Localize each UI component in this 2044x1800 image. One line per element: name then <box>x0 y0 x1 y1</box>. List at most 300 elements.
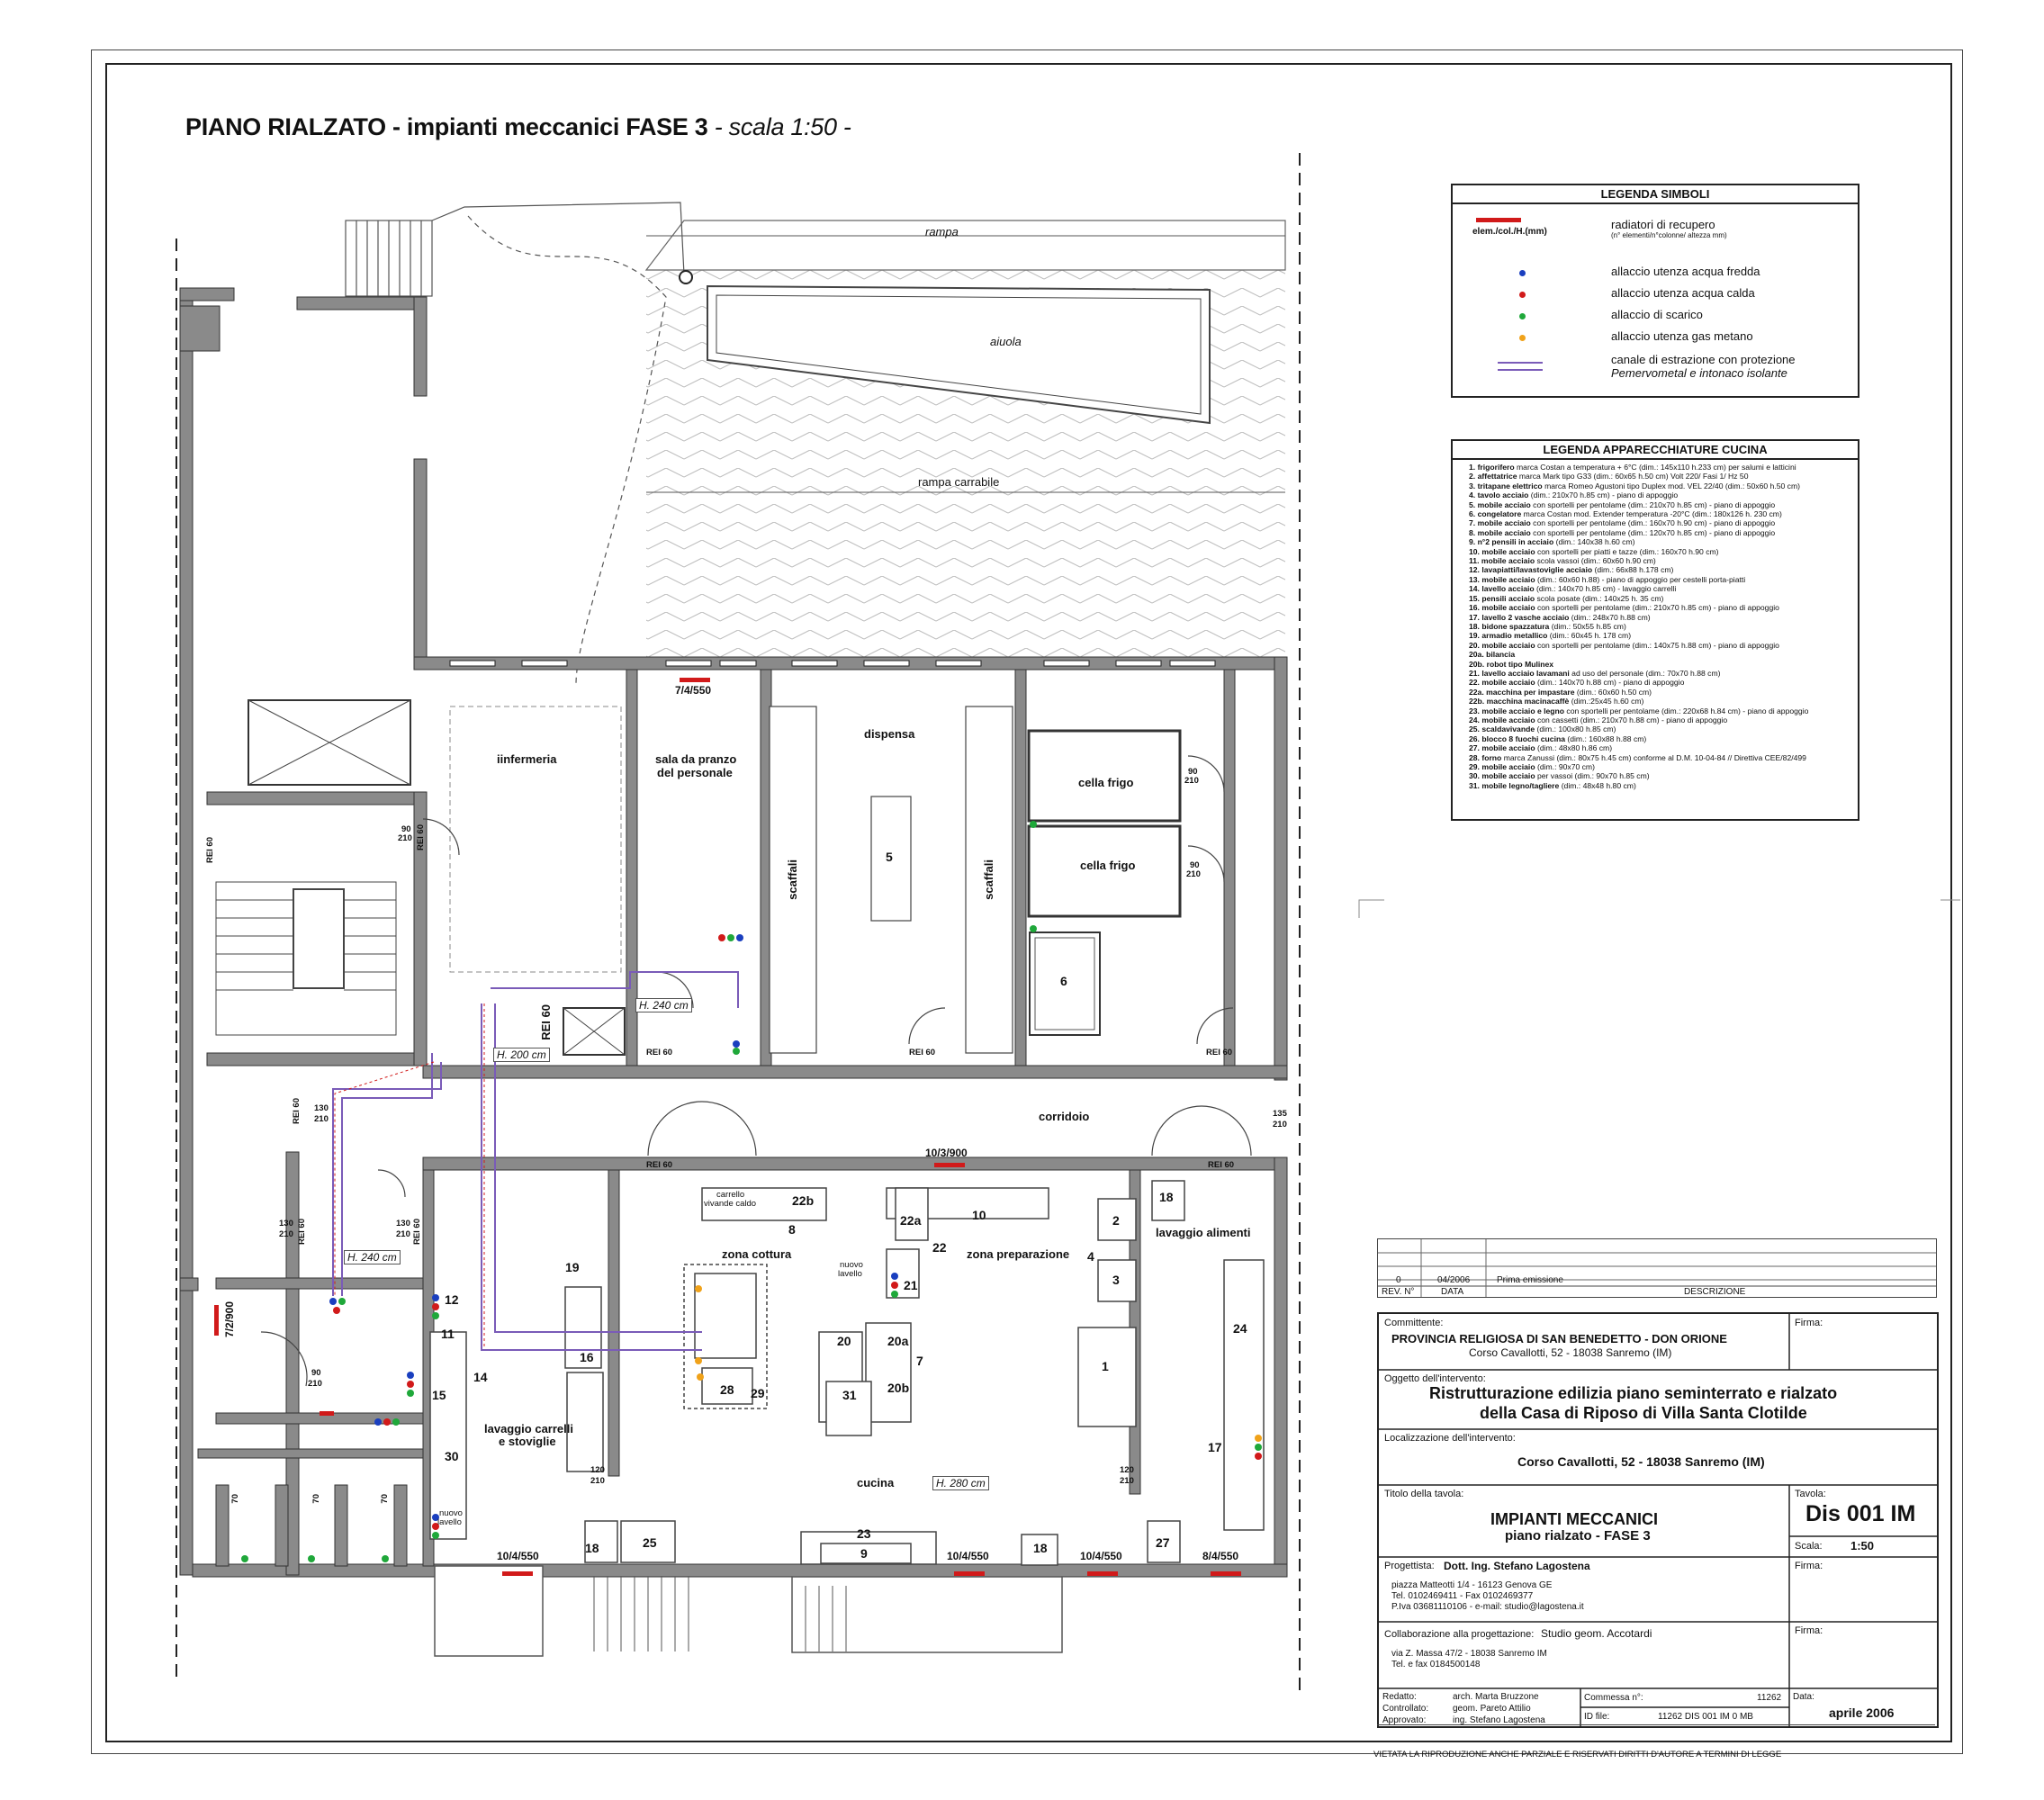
equip-25: 25 <box>643 1535 657 1550</box>
door-dim: 210 <box>1120 1476 1134 1486</box>
legend-radiator-sub: (n° elementi/n°colonne/ altezza mm) <box>1611 231 1727 239</box>
label-cella-frigo-1: cella frigo <box>1078 776 1134 789</box>
controllato: geom. Pareto Attilio <box>1453 1704 1531 1714</box>
legend-kitchen-item <box>1469 547 1808 556</box>
door-dim: 210 <box>590 1476 605 1486</box>
legend-kitchen-item <box>1469 678 1808 687</box>
legend-kitchen-item <box>1469 743 1808 752</box>
legend-kitchen-item <box>1469 518 1808 527</box>
legend-kitchen-item <box>1469 660 1808 669</box>
idfile: 11262 DIS 001 IM 0 MB <box>1658 1712 1753 1722</box>
legend-kitchen-item-desc: (dim.: 90x70 cm) <box>1535 762 1595 771</box>
controllato-label: Controllato: <box>1382 1704 1429 1714</box>
legend-kitchen-item-name: bilancia <box>1486 650 1516 660</box>
equip-22: 22 <box>932 1240 947 1255</box>
legend-kitchen-item-desc: con sportelli per pentolame (dim.: 140x75 h.88 cm) - piano di appoggio <box>1535 640 1779 650</box>
door-dim: 210 <box>398 833 412 843</box>
legend-kitchen-item-name: bidone spazzatura <box>1481 621 1550 631</box>
door-dim: 90 <box>401 824 411 834</box>
approvato-label: Approvato: <box>1382 1715 1427 1725</box>
legend-kitchen-item-desc: (dim.: 160x88 h.88 cm) <box>1564 734 1647 743</box>
legend-kitchen-item <box>1469 575 1808 584</box>
equip-20: 20 <box>837 1334 851 1348</box>
approvato: ing. Stefano Lagostena <box>1453 1715 1545 1725</box>
legend-kitchen-item-number: 20. <box>1469 640 1482 650</box>
legend-kitchen-item-name: lavapiatti/lavastoviglie acciaio <box>1481 565 1593 575</box>
legend-kitchen-item-desc: (dim.: 60x60 h.88) - piano di appoggio per cestelli porta-piatti <box>1535 574 1746 584</box>
legend-kitchen-item-name: mobile acciaio <box>1481 574 1535 584</box>
label-cella-frigo-2: cella frigo <box>1080 859 1136 872</box>
legend-kitchen-item-number: 26. <box>1469 734 1482 743</box>
localizzazione: Corso Cavallotti, 52 - 18038 Sanremo (IM) <box>1517 1454 1765 1469</box>
legend-kitchen-item-desc: marca Mark tipo G33 (dim.: 60x65 h.50 cm) Volt 220/ Fasi 1/ Hz 50 <box>1517 472 1749 482</box>
legend-kitchen-item <box>1469 565 1808 574</box>
progettista: Dott. Ing. Stefano Lagostena <box>1444 1560 1590 1572</box>
legend-kitchen-item-name: mobile acciaio <box>1481 640 1535 650</box>
committente-address: Corso Cavallotti, 52 - 18038 Sanremo (IM) <box>1469 1346 1672 1359</box>
rev-h-desc: DESCRIZIONE <box>1684 1287 1746 1297</box>
drawing-title: PIANO RIALZATO - impianti meccanici FASE 3 - scala 1:50 - <box>185 113 851 140</box>
equip-15: 15 <box>432 1388 446 1402</box>
legend-kitchen-item <box>1469 584 1808 593</box>
equip-14: 14 <box>473 1370 488 1384</box>
legend-kitchen-item-number: 20a. <box>1469 650 1487 660</box>
label-lavaggio-alimenti: lavaggio alimenti <box>1156 1226 1251 1239</box>
equip-17: 17 <box>1208 1440 1222 1454</box>
oggetto-label: Oggetto dell'intervento: <box>1384 1373 1486 1384</box>
rev-date: 04/2006 <box>1437 1275 1471 1285</box>
legend-kitchen-item-desc: (dim.: 48x48 h.80 cm) <box>1559 780 1636 790</box>
equip-20a: 20a <box>887 1334 909 1348</box>
legend-kitchen-item-desc: con cassetti (dim.: 210x70 h.88 cm) - piano di appoggio <box>1535 715 1728 724</box>
revision-table <box>1377 1238 1937 1298</box>
legend-kitchen-item-number: 14. <box>1469 584 1482 594</box>
legend-kitchen-item <box>1469 463 1808 472</box>
legend-drain: allaccio di scarico <box>1611 308 1703 321</box>
legend-kitchen-item <box>1469 669 1808 678</box>
legend-kitchen-item-name: tavolo acciaio <box>1477 490 1529 500</box>
legend-kitchen-item-desc: (dim.: 248x70 h.88 cm) <box>1569 612 1651 622</box>
legend-kitchen-item-name: lavello 2 vasche acciaio <box>1481 612 1570 622</box>
legend-kitchen-item-name: mobile acciaio e legno <box>1481 706 1565 716</box>
legend-kitchen-item-name: robot tipo Mulinex <box>1486 659 1554 669</box>
rei-label: REI 60 <box>909 1048 936 1058</box>
legend-radiator: radiatori di recupero <box>1611 218 1715 231</box>
label-sala-pranzo-2: del personale <box>657 766 733 779</box>
legend-kitchen-item <box>1469 500 1808 509</box>
legend-kitchen-item-number: 10. <box>1469 546 1482 556</box>
legend-kitchen-item <box>1469 613 1808 622</box>
idfile-label: ID file: <box>1584 1712 1610 1722</box>
rev-number: 0 <box>1396 1275 1401 1285</box>
rei-label: REI 60 <box>412 1219 422 1246</box>
legend-kitchen-item-number: 29. <box>1469 762 1482 771</box>
legend-kitchen-item-number: 23. <box>1469 706 1482 716</box>
door-dim: 120 <box>590 1465 605 1475</box>
legend-kitchen-item-desc: con sportelli per piatti e tazze (dim.: 160x70 h.90 cm) <box>1535 546 1719 556</box>
door-dim: 130 <box>279 1219 293 1228</box>
label-lavello-2: lavello <box>437 1517 462 1527</box>
equip-1: 1 <box>1102 1359 1109 1373</box>
door-dim: 70 <box>380 1494 390 1504</box>
equip-16: 16 <box>580 1350 594 1364</box>
legend-kitchen-item-number: 1. <box>1469 463 1478 472</box>
equip-18b: 18 <box>1033 1541 1048 1555</box>
radiator-label: 10/4/550 <box>1080 1550 1122 1562</box>
legend-kitchen-item-number: 7. <box>1469 518 1478 528</box>
legend-kitchen-item <box>1469 556 1808 565</box>
legend-kitchen-item-number: 22. <box>1469 678 1482 688</box>
legend-kitchen-item-desc: scola posate (dim.: 140x25 h. 35 cm) <box>1535 593 1664 603</box>
scala: 1:50 <box>1850 1539 1875 1552</box>
data: aprile 2006 <box>1829 1706 1895 1720</box>
firma-label-2: Firma: <box>1795 1561 1823 1571</box>
rei-label: REI 60 <box>292 1098 302 1125</box>
collaborazione-phone: Tel. e fax 0184500148 <box>1391 1660 1481 1670</box>
label-nuovo-1: nuovo <box>840 1260 863 1270</box>
equip-20b: 20b <box>887 1381 910 1395</box>
legend-kitchen-item <box>1469 771 1808 780</box>
hot-water-dot <box>1519 292 1526 298</box>
legend-kitchen-item-desc: ad uso del personale (dim.: 70x70 h.88 cm) <box>1569 668 1721 678</box>
titolo-line2: piano rialzato - FASE 3 <box>1505 1528 1651 1544</box>
legend-kitchen-item-desc: con sportelli per pentolame (dim.: 220x68 h.84 cm) - piano di appoggio <box>1564 706 1809 716</box>
legend-kitchen-item <box>1469 631 1808 640</box>
equip-22b: 22b <box>792 1193 815 1208</box>
tavola-number: Dis 001 IM <box>1805 1501 1916 1526</box>
legend-kitchen-item-number: 8. <box>1469 527 1478 537</box>
rev-h-date: DATA <box>1441 1287 1464 1297</box>
legend-kitchen-item-desc: (dim.: 140x38 h.60 cm) <box>1553 537 1635 547</box>
legend-kitchen-item-desc: (dim.:25x45 h.60 cm) <box>1569 697 1644 706</box>
equip-23: 23 <box>857 1526 871 1541</box>
legend-hot-water: allaccio utenza acqua calda <box>1611 286 1755 300</box>
legend-kitchen-item-number: 30. <box>1469 771 1482 781</box>
legend-kitchen-item-name: frigorifero <box>1477 463 1515 472</box>
legend-kitchen-header: LEGENDA APPARECCHIATURE CUCINA <box>1453 441 1858 460</box>
legend-kitchen-item-desc: (dim.: 66x88 h.178 cm) <box>1592 565 1674 575</box>
legend-kitchen-item-name: lavello acciaio <box>1481 584 1535 594</box>
equip-18: 18 <box>1159 1190 1174 1204</box>
equip-9: 9 <box>860 1546 868 1561</box>
radiator-label: 10/4/550 <box>497 1550 539 1562</box>
equip-19: 19 <box>565 1260 580 1274</box>
legend-kitchen-item-desc: (dim.: 50x55 h.85 cm) <box>1549 621 1626 631</box>
label-h240-a: H. 240 cm <box>635 998 692 1012</box>
label-lavaggio-carrelli-2: e stoviglie <box>499 1435 556 1448</box>
legend-kitchen-item-desc: (dim.: 60x45 h. 178 cm) <box>1547 631 1632 641</box>
label-scaffali-1: scaffali <box>786 860 799 900</box>
legend-kitchen-item-number: 27. <box>1469 743 1482 753</box>
legend-kitchen-item <box>1469 603 1808 612</box>
radiator-label: 10/3/900 <box>925 1147 968 1159</box>
legend-kitchen-item-desc: (dim.: 140x70 h.85 cm) - lavaggio carrelli <box>1534 584 1677 594</box>
legend-gas: allaccio utenza gas metano <box>1611 329 1753 343</box>
progettista-vat: P.Iva 03681110106 - e-mail: studio@lagostena.it <box>1391 1602 1584 1612</box>
rei-label: REI 60 <box>1206 1048 1233 1058</box>
collaborazione-address: via Z. Massa 47/2 - 18038 Sanremo IM <box>1391 1649 1547 1659</box>
legend-kitchen-item-number: 4. <box>1469 490 1478 500</box>
legend-kitchen-item-desc: marca Costan a temperatura + 6°C (dim.: 145x110 h.233 cm) per salumi e latticini <box>1514 463 1796 472</box>
legend-kitchen-item-desc: marca Costan mod. Extender temperatura -20°C (dim.: 180x126 h. 230 cm) <box>1521 509 1782 519</box>
legend-kitchen-item-name: mobile acciaio <box>1477 527 1531 537</box>
rei-label: REI 60 <box>416 824 426 851</box>
equip-18c: 18 <box>585 1541 599 1555</box>
legend-kitchen-item-desc: marca Zanussi (dim.: 80x75 h.45 cm) conforme al D.M. 10-04-84 // Direttiva CEE/82/499 <box>1501 752 1806 762</box>
door-dim: 210 <box>396 1229 410 1239</box>
label-infermeria: iinfermeria <box>497 752 557 766</box>
legend-kitchen-item-number: 2. <box>1469 472 1478 482</box>
legend-kitchen-item-number: 22b. <box>1469 697 1487 706</box>
legend-kitchen-item-number: 5. <box>1469 500 1478 509</box>
legend-kitchen-item <box>1469 688 1808 697</box>
door-dim: 130 <box>314 1103 329 1113</box>
legend-kitchen-item-number: 28. <box>1469 752 1482 762</box>
legend-kitchen-item <box>1469 762 1808 771</box>
legend-kitchen-item <box>1469 781 1808 790</box>
duct-symbol <box>1498 362 1543 371</box>
equip-7: 7 <box>916 1354 923 1368</box>
label-cucina: cucina <box>857 1476 895 1490</box>
legend-symbols-header: LEGENDA SIMBOLI <box>1453 185 1858 204</box>
legend-kitchen-item-desc: con sportelli per pentolame (dim.: 210x70 h.85 cm) - piano di appoggio <box>1535 603 1779 613</box>
cold-water-dot <box>1519 270 1526 276</box>
legend-kitchen-item-name: mobile legno/tagliere <box>1481 780 1560 790</box>
rei-label: REI 60 <box>646 1160 673 1170</box>
legend-kitchen-item-number: 9. <box>1469 537 1478 547</box>
legend-kitchen-item-number: 31. <box>1469 780 1482 790</box>
legend-kitchen-item-name: mobile acciaio <box>1481 771 1535 781</box>
legend-kitchen-item <box>1469 490 1808 500</box>
firma-label-3: Firma: <box>1795 1625 1823 1636</box>
legend-kitchen-item <box>1469 537 1808 546</box>
titolo-line1: IMPIANTI MECCANICI <box>1490 1510 1658 1528</box>
radiator-symbol <box>1476 218 1521 222</box>
label-h280: H. 280 cm <box>932 1476 989 1490</box>
legend-kitchen-item-name: affettatrice <box>1477 472 1517 482</box>
legend-kitchen-item <box>1469 697 1808 706</box>
legend-kitchen-item-desc: con sportelli per pentolame (dim.: 210x70 h.85 cm) - piano di appoggio <box>1530 500 1776 509</box>
redatto: arch. Marta Bruzzone <box>1453 1692 1539 1702</box>
rei-label: REI 60 <box>297 1219 307 1246</box>
collaborazione: Studio geom. Accotardi <box>1541 1627 1652 1640</box>
label-carrello-2: vivande caldo <box>704 1199 757 1209</box>
legend-kitchen <box>1451 439 1859 821</box>
localizzazione-label: Localizzazione dell'intervento: <box>1384 1433 1516 1444</box>
legend-kitchen-item <box>1469 622 1808 631</box>
legend-kitchen-item-number: 21. <box>1469 668 1482 678</box>
equip-11: 11 <box>441 1327 455 1341</box>
label-h240-b: H. 240 cm <box>344 1250 401 1264</box>
legend-kitchen-item-desc: scola vassoi (dim.: 60x60 h.90 cm) <box>1535 556 1656 566</box>
door-dim: 210 <box>314 1114 329 1124</box>
legend-kitchen-item-name: scaldavivande <box>1481 724 1535 734</box>
equip-5: 5 <box>886 850 893 864</box>
legend-kitchen-item-number: 18. <box>1469 621 1482 631</box>
legend-kitchen-item-number: 15. <box>1469 593 1482 603</box>
label-rampa: rampa <box>925 225 959 238</box>
radiator-label: 8/4/550 <box>1202 1550 1239 1562</box>
legend-kitchen-item-desc: con sportelli per pentolame (dim.: 120x70 h.85 cm) - piano di appoggio <box>1530 527 1776 537</box>
legend-kitchen-item-number: 6. <box>1469 509 1478 519</box>
label-lavello-1: lavello <box>838 1269 862 1279</box>
legend-cold-water: allaccio utenza acqua fredda <box>1611 265 1760 278</box>
legend-kitchen-item <box>1469 482 1808 490</box>
door-dim: 210 <box>1273 1120 1287 1130</box>
equip-31: 31 <box>842 1388 857 1402</box>
door-dim: 210 <box>308 1379 322 1389</box>
oggetto-line1: Ristrutturazione edilizia piano seminterrato e rialzato <box>1429 1384 1838 1402</box>
legend-kitchen-item <box>1469 641 1808 650</box>
legend-kitchen-item-name: macchina per impastare <box>1486 687 1575 697</box>
label-aiuola: aiuola <box>990 335 1022 348</box>
legend-kitchen-item-name: blocco 8 fuochi cucina <box>1481 734 1565 743</box>
door-dim: 135 <box>1273 1109 1287 1119</box>
legend-kitchen-item-number: 17. <box>1469 612 1482 622</box>
door-dim: 210 <box>1184 776 1199 786</box>
legend-kitchen-item-desc: con sportelli per pentolame (dim.: 160x70 h.90 cm) - piano di appoggio <box>1530 518 1776 528</box>
legend-kitchen-item-desc: (dim.: 210x70 h.85 cm) - piano di appoggio <box>1528 490 1679 500</box>
door-dim: 90 <box>1188 767 1198 777</box>
legend-kitchen-item-desc: (dim.: 140x70 h.88 cm) - piano di appoggio <box>1535 678 1685 688</box>
radiator-label: 10/4/550 <box>947 1550 989 1562</box>
rei-label: REI 60 <box>1208 1160 1235 1170</box>
progettista-label: Progettista: <box>1384 1561 1435 1571</box>
footer-copyright: VIETATA LA RIPRODUZIONE ANCHE PARZIALE E RISERVATI DIRITTI D'AUTORE A TERMINI DI LEGGE <box>1373 1750 1782 1760</box>
equip-6: 6 <box>1060 974 1067 988</box>
legend-kitchen-item <box>1469 706 1808 716</box>
equip-22a: 22a <box>900 1213 922 1228</box>
legend-kitchen-item-name: mobile acciaio <box>1481 556 1535 566</box>
legend-kitchen-list <box>1469 463 1808 790</box>
scala-label: Scala: <box>1795 1541 1823 1552</box>
equip-10: 10 <box>972 1208 986 1222</box>
legend-kitchen-item-number: 11. <box>1469 556 1481 566</box>
legend-kitchen-item-number: 19. <box>1469 631 1482 641</box>
rev-desc: Prima emissione <box>1497 1275 1563 1285</box>
legend-kitchen-item-name: macchina macinacaffè <box>1486 697 1570 706</box>
equip-12: 12 <box>445 1292 459 1307</box>
door-dim: 210 <box>1186 869 1201 879</box>
equip-29: 29 <box>751 1386 765 1400</box>
legend-kitchen-item-desc: marca Romeo Agustoni tipo Duplex mod. VEL 22/40 (dim.: 50x60 h.50 cm) <box>1542 481 1800 490</box>
label-lavaggio-carrelli-1: lavaggio carrelli <box>484 1422 573 1436</box>
door-dim: 70 <box>311 1494 321 1504</box>
door-dim: 130 <box>396 1219 410 1228</box>
radiator-code: elem./col./H.(mm) <box>1472 227 1547 237</box>
radiator-label: 7/2/900 <box>223 1301 236 1338</box>
equip-3: 3 <box>1112 1273 1120 1287</box>
legend-kitchen-item-number: 22a. <box>1469 687 1487 697</box>
equip-2: 2 <box>1112 1213 1120 1228</box>
collaborazione-label: Collaborazione alla progettazione: <box>1384 1629 1535 1640</box>
legend-kitchen-item-name: mobile acciaio <box>1477 500 1531 509</box>
legend-kitchen-item-name: congelatore <box>1477 509 1522 519</box>
legend-kitchen-item <box>1469 528 1808 537</box>
legend-kitchen-item-desc: (dim.: 48x80 h.86 cm) <box>1535 743 1613 753</box>
legend-duct: canale di estrazione con protezione <box>1611 353 1796 366</box>
progettista-address: piazza Matteotti 1/4 - 16123 Genova GE <box>1391 1580 1553 1590</box>
legend-kitchen-item-name: lavello acciaio lavamani <box>1481 668 1570 678</box>
rei-label: REI 60 <box>539 1004 553 1040</box>
legend-kitchen-item-name: pensili acciaio <box>1481 593 1535 603</box>
titolo-label: Titolo della tavola: <box>1384 1489 1464 1499</box>
legend-kitchen-item-number: 16. <box>1469 603 1482 613</box>
legend-kitchen-item-name: mobile acciaio <box>1481 603 1535 613</box>
legend-kitchen-item-desc: (dim.: 100x80 h.85 cm) <box>1535 724 1616 734</box>
legend-kitchen-item <box>1469 594 1808 603</box>
data-label: Data: <box>1793 1692 1814 1702</box>
legend-kitchen-item-number: 20b. <box>1469 659 1487 669</box>
tavola-label: Tavola: <box>1795 1489 1826 1499</box>
door-dim: 90 <box>1190 860 1200 870</box>
legend-kitchen-item <box>1469 472 1808 481</box>
label-h200: H. 200 cm <box>493 1048 550 1062</box>
door-dim: 120 <box>1120 1465 1134 1475</box>
label-zona-preparazione: zona preparazione <box>967 1247 1070 1261</box>
legend-kitchen-item <box>1469 724 1808 734</box>
legend-kitchen-item-number: 12. <box>1469 565 1482 575</box>
equip-30: 30 <box>445 1449 459 1463</box>
radiator-label: 7/4/550 <box>675 684 712 697</box>
rev-h-number: REV. N° <box>1382 1287 1415 1297</box>
label-carrello-1: carrello <box>716 1190 745 1200</box>
legend-kitchen-item <box>1469 753 1808 762</box>
legend-kitchen-item-number: 3. <box>1469 481 1478 490</box>
legend-duct-sub: Pemervometal e intonaco isolante <box>1611 366 1787 380</box>
redatto-label: Redatto: <box>1382 1692 1417 1702</box>
legend-kitchen-item-name: mobile acciaio <box>1481 743 1535 753</box>
door-dim: 70 <box>230 1494 240 1504</box>
label-sala-pranzo-1: sala da pranzo <box>655 752 737 766</box>
legend-kitchen-item-name: mobile acciaio <box>1481 762 1535 771</box>
equip-28: 28 <box>720 1382 734 1397</box>
legend-kitchen-item <box>1469 650 1808 659</box>
progettista-phone: Tel. 0102469411 - Fax 0102469377 <box>1391 1591 1534 1601</box>
firma-label-1: Firma: <box>1795 1318 1823 1328</box>
legend-kitchen-item-name: mobile acciaio <box>1481 678 1535 688</box>
label-corridoio: corridoio <box>1039 1110 1090 1123</box>
legend-kitchen-item-name: tritapane elettrico <box>1477 481 1543 490</box>
drain-dot <box>1519 313 1526 320</box>
label-nuovo-2: nuovo <box>439 1508 463 1518</box>
door-dim: 210 <box>279 1229 293 1239</box>
label-dispensa: dispensa <box>864 727 915 741</box>
title-block <box>1377 1312 1939 1728</box>
oggetto-line2: della Casa di Riposo di Villa Santa Clotilde <box>1480 1404 1807 1422</box>
legend-kitchen-item-name: mobile acciaio <box>1477 518 1531 528</box>
legend-symbols <box>1451 184 1859 398</box>
legend-kitchen-item <box>1469 509 1808 518</box>
committente-label: Committente: <box>1384 1318 1444 1328</box>
equip-8: 8 <box>788 1222 796 1237</box>
commessa-label: Commessa n°: <box>1584 1693 1643 1703</box>
legend-kitchen-item <box>1469 734 1808 743</box>
label-rampa-carrabile: rampa carrabile <box>918 475 1000 489</box>
legend-kitchen-item <box>1469 716 1808 724</box>
legend-kitchen-item-desc: (dim.: 60x60 h.50 cm) <box>1574 687 1652 697</box>
legend-kitchen-item-name: mobile acciaio <box>1481 546 1535 556</box>
legend-kitchen-item-number: 13. <box>1469 574 1482 584</box>
equip-27: 27 <box>1156 1535 1170 1550</box>
legend-kitchen-item-name: mobile acciaio <box>1481 715 1535 724</box>
legend-kitchen-item-name: forno <box>1481 752 1502 762</box>
label-zona-cottura: zona cottura <box>722 1247 792 1261</box>
legend-kitchen-item-number: 25. <box>1469 724 1482 734</box>
commessa: 11262 <box>1757 1693 1782 1703</box>
gas-dot <box>1519 335 1526 341</box>
legend-kitchen-item-name: n°2 pensili in acciaio <box>1477 537 1554 547</box>
